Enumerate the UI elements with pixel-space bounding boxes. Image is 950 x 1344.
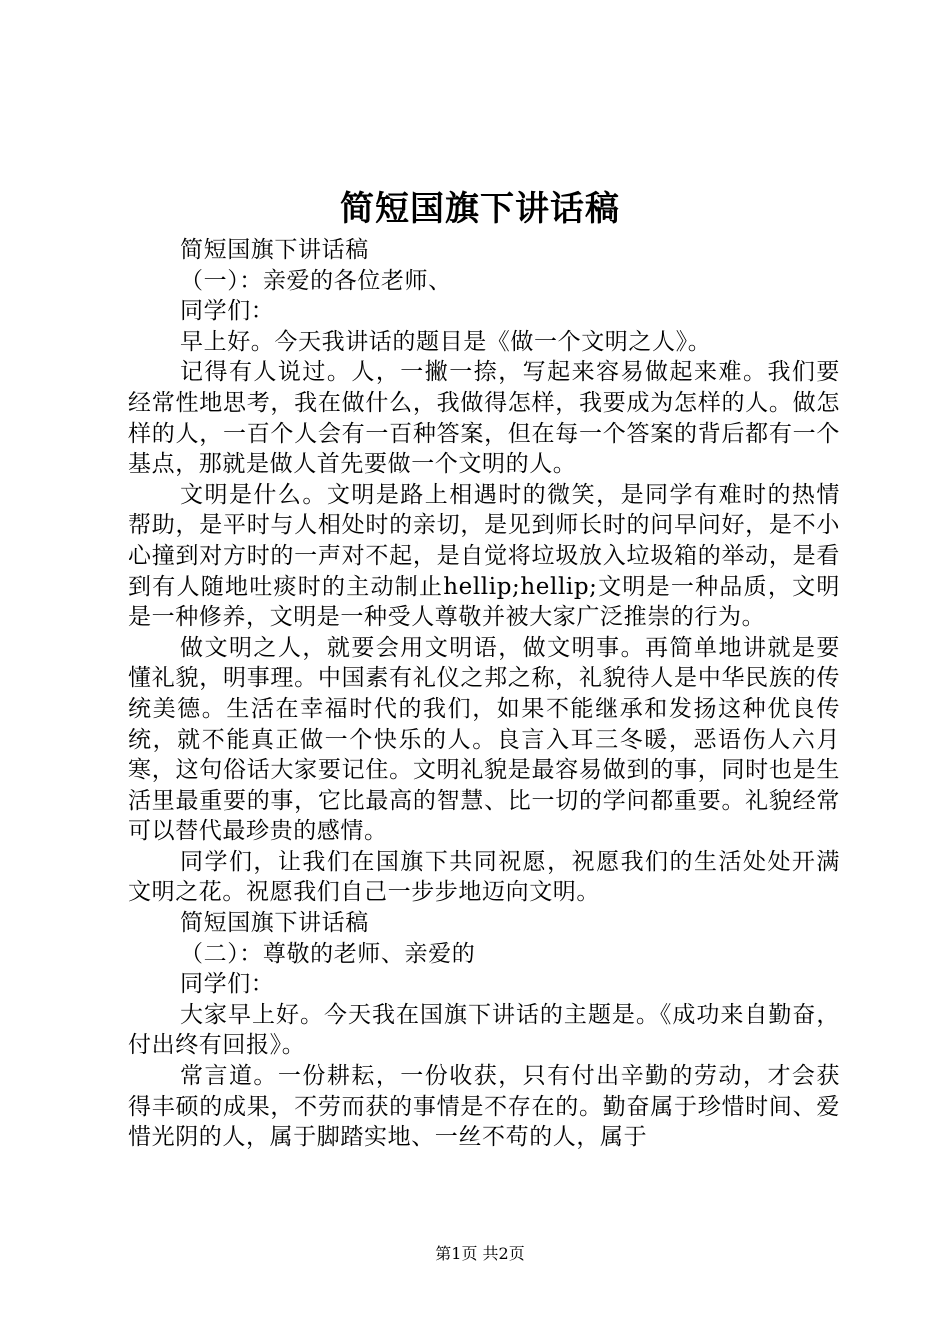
- paragraph: （一）：亲爱的各位老师、: [180, 267, 452, 294]
- paragraph: 记得有人说过。人，一撇一捺，写起来容易做起来难。我们要经常性地思考，我在做什么，我做得怎样，我要成为怎样的人。做怎样的人，一百个人会有一百种答案，但在每一个答案的背后都有一个基点，那就是做人首先要做一个文明的人。: [128, 359, 840, 478]
- paragraph: 同学们：: [180, 298, 275, 325]
- paragraph: 简短国旗下讲话稿: [180, 910, 369, 937]
- page-footer: 第1页 共2页: [435, 1244, 525, 1263]
- paragraph: 大家早上好。今天我在国旗下讲话的主题是。《成功来自勤奋，付出终有回报》。: [128, 1001, 840, 1059]
- paragraph: 文明是什么。文明是路上相遇时的微笑，是同学有难时的热情帮助，是平时与人相处时的亲切，是见到师长时的问早问好，是不小心撞到对方时的一声对不起，是自觉将垃圾放入垃圾箱的举动，是看到有人随地吐痰时的主动制止hellip;hellip;文明是一种品质，文明是一种修养，文明是一种受人尊敬并被大家广泛推崇的行为。: [128, 481, 840, 631]
- paragraph: 常言道。一份耕耘，一份收获，只有付出辛勤的劳动，才会获得丰硕的成果，不劳而获的事情是不存在的。勤奋属于珍惜时间、爱惜光阴的人，属于脚踏实地、一丝不苟的人，属于: [128, 1063, 840, 1151]
- paragraph: （二）：尊敬的老师、亲爱的: [180, 940, 476, 967]
- document-title: 简短国旗下讲话稿: [340, 189, 620, 229]
- paragraph: 做文明之人，就要会用文明语，做文明事。再简单地讲就是要懂礼貌，明事理。中国素有礼仪之邦之称，礼貌待人是中华民族的传统美德。生活在幸福时代的我们，如果不能继承和发扬这种优良传统，就不能真正做一个快乐的人。良言入耳三冬暖，恶语伤人六月寒，这句俗话大家要记住。文明礼貌是最容易做到的事，同时也是生活里最重要的事，它比最高的智慧、比一切的学问都重要。礼貌经常可以替代最珍贵的感情。: [128, 634, 840, 845]
- paragraph: 同学们：: [180, 971, 275, 998]
- paragraph: 简短国旗下讲话稿: [180, 237, 369, 263]
- paragraph: 早上好。今天我讲话的题目是《做一个文明之人》。: [180, 328, 712, 355]
- paragraph: 同学们，让我们在国旗下共同祝愿，祝愿我们的生活处处开满文明之花。祝愿我们自己一步步地迈向文明。: [128, 848, 840, 906]
- document-body: [128, 235, 840, 1153]
